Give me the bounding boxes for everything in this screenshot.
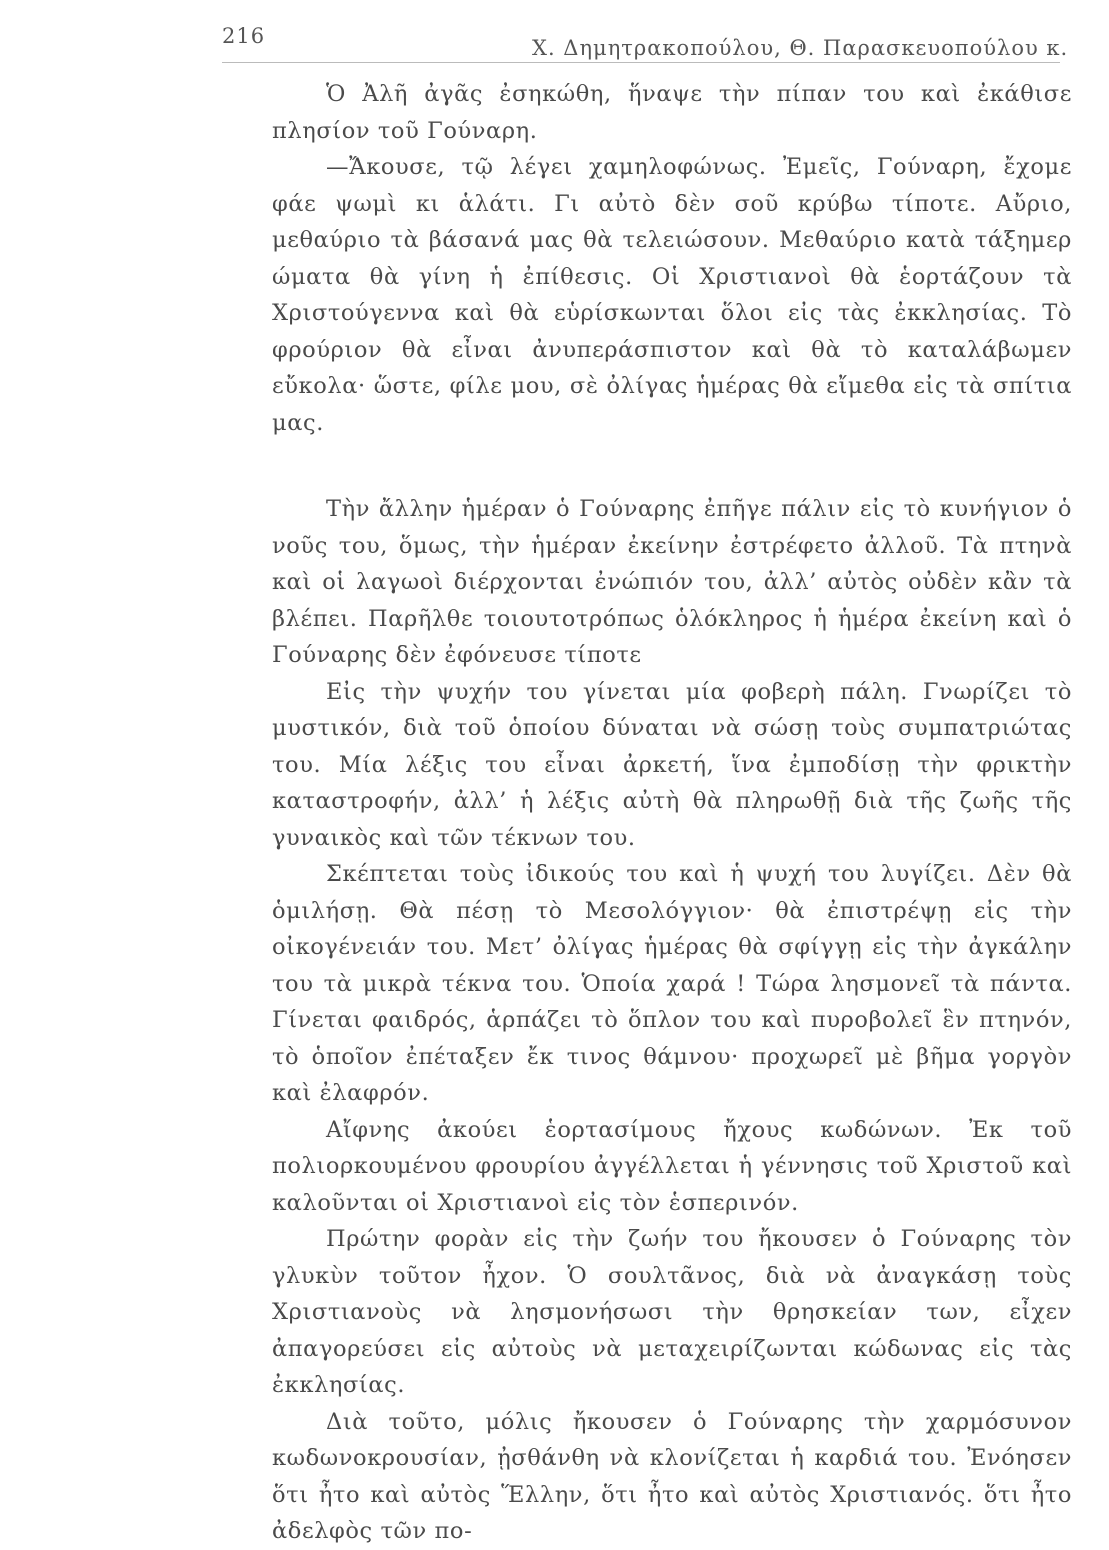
paragraph: Διὰ τοῦτο, μόλις ἤκουσεν ὁ Γούναρης τὴν χαρμόσυνον κωδωνοκρουσίαν, ᾐσθάνθη νὰ κλονίζεται ἡ καρδιά του. Ἐνόησεν ὅτι ἦτο καὶ αὐτὸς Ἕλλην, ὅτι ἦτο καὶ αὐτὸς Χριστιανός. ὅτι ἦτο ἀδελφὸς τῶν πο- xyxy=(272,1408,1072,1544)
running-head: Χ. Δημητρακοπούλου, Θ. Παρασκευοπούλου κ. xyxy=(532,36,1069,60)
paragraph: Πρώτην φορὰν εἰς τὴν ζωήν του ἤκουσεν ὁ Γούναρης τὸν γλυκὺν τοῦτον ἦχον. Ὁ σουλτᾶνος, διὰ νὰ ἀναγκάσῃ τοὺς Χριστιανοὺς νὰ λησμονήσωσι τὴν θρησκείαν των, εἶχεν ἀπαγορεύσει εἰς αὐτοὺς νὰ μεταχειρίζωνται κώδωνας εἰς τὰς ἐκκλησίας. xyxy=(272,1226,1072,1398)
page-header xyxy=(222,18,1069,60)
paragraph: Ὁ Ἀλῆ ἀγᾶς ἐσηκώθη, ἥναψε τὴν πίπαν του καὶ ἐκάθισε πλησίον τοῦ Γούναρη. xyxy=(272,81,1072,144)
paragraph: —Ἄκουσε, τῷ λέγει χαμηλοφώνως. Ἐμεῖς, Γούναρη, ἔχομε φάε ψωμὶ κι ἁλάτι. Γι αὐτὸ δὲν σοῦ κρύβω τίποτε. Αὔριο, μεθαύριο τὰ βάσανά μας θὰ τελειώσουν. Μεθαύριο κατὰ τάξημερ ώματα θὰ γίνη ἡ ἐπίθεσις. Οἱ Χριστιανοὶ θὰ ἑορτάζουν τὰ Χριστούγεννα καὶ θὰ εὑρίσκωνται ὅλοι εἰς τὰς ἐκκλησίας. Τὸ φρούριον θὰ εἶναι ἀνυπεράσπιστον καὶ θὰ τὸ καταλάβωμεν εὔκολα· ὥστε, φίλε μου, σὲ ὀλίγας ἡμέρας θὰ εἴμεθα εἰς τὰ σπίτια μας. xyxy=(272,154,1072,436)
section-gap xyxy=(272,441,1072,491)
paragraph: Σκέπτεται τοὺς ἰδικούς του καὶ ἡ ψυχή του λυγίζει. Δὲν θὰ ὁμιλήσῃ. Θὰ πέσῃ τὸ Μεσολόγγιον· θὰ ἐπιστρέψῃ εἰς τὴν οἰκογένειάν του. Μετ’ ὀλίγας ἡμέρας θὰ σφίγγῃ εἰς τὴν ἀγκάλην του τὰ μικρὰ τέκνα του. Ὁποία χαρά ! Τώρα λησμονεῖ τὰ πάντα. Γίνεται φαιδρός, ἁρπάζει τὸ ὅπλον του καὶ πυροβολεῖ ἓν πτηνόν, τὸ ὁποῖον ἐπέταξεν ἔκ τινος θάμνου· προχωρεῖ μὲ βῆμα γοργὸν καὶ ἐλαφρόν. xyxy=(272,861,1072,1106)
header-rule xyxy=(222,62,1060,63)
page-number: 216 xyxy=(222,24,266,48)
body-text xyxy=(272,76,1072,1550)
paragraph: Αἴφνης ἀκούει ἑορτασίμους ἤχους κωδώνων. Ἐκ τοῦ πολιορκουμένου φρουρίου ἀγγέλλεται ἡ γέννησις τοῦ Χριστοῦ καὶ καλοῦνται οἱ Χριστιανοὶ εἰς τὸν ἑσπερινόν. xyxy=(272,1116,1072,1216)
paragraph: Εἰς τὴν ψυχήν του γίνεται μία φοβερὴ πάλη. Γνωρίζει τὸ μυστικόν, διὰ τοῦ ὁποίου δύναται νὰ σώσῃ τοὺς συμπατριώτας του. Μία λέξις του εἶναι ἀρκετή, ἵνα ἐμποδίσῃ τὴν φρικτὴν καταστροφήν, ἀλλ’ ἡ λέξις αὐτὴ θὰ πληρωθῇ διὰ τῆς ζωῆς τῆς γυναικὸς καὶ τῶν τέκνων του. xyxy=(272,678,1072,851)
paragraph: Τὴν ἄλλην ἡμέραν ὁ Γούναρης ἐπῆγε πάλιν εἰς τὸ κυνήγιον ὁ νοῦς του, ὅμως, τὴν ἡμέραν ἐκείνην ἐστρέφετο ἀλλοῦ. Τὰ πτηνὰ καὶ οἱ λαγωοὶ διέρχονται ἐνώπιόν του, ἀλλ’ αὐτὸς οὐδὲν κἂν τὰ βλέπει. Παρῆλθε τοιουτοτρόπως ὁλόκληρος ἡ ἡμέρα ἐκείνη καὶ ὁ Γούναρης δὲν ἐφόνευσε τίποτε xyxy=(272,496,1072,668)
